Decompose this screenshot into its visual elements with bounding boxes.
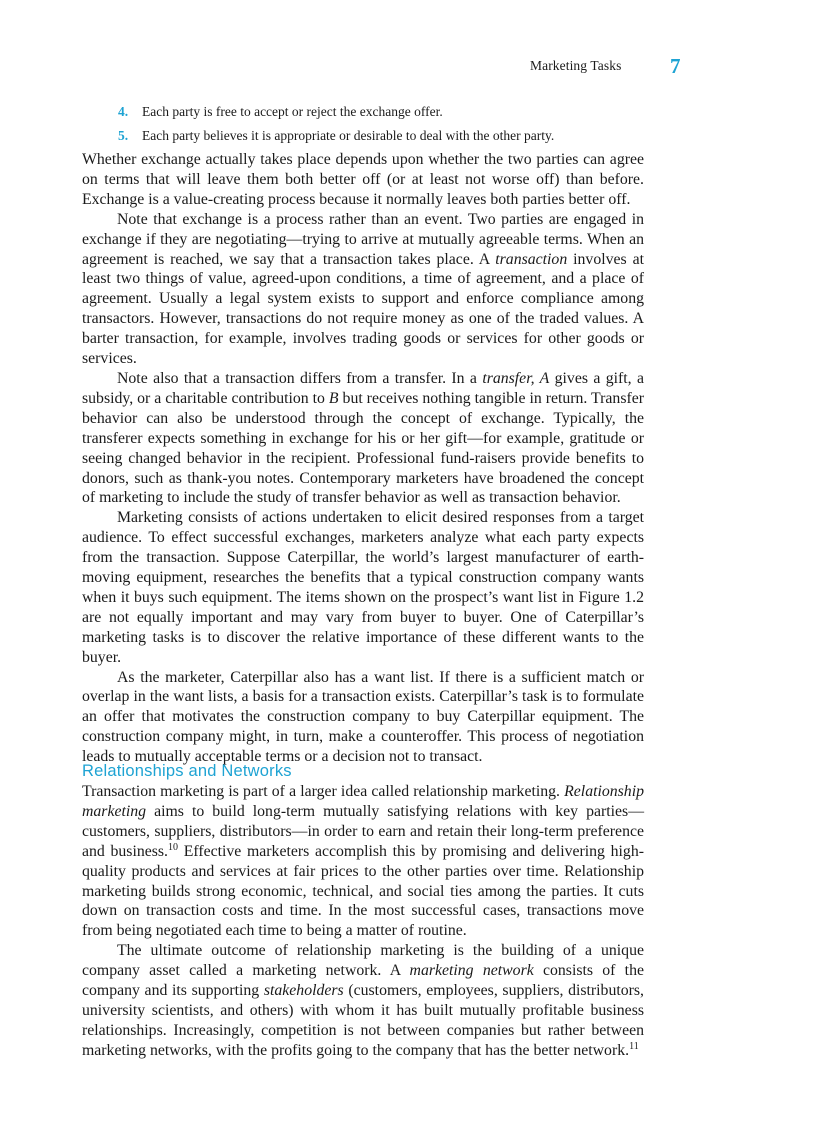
list-item: [118, 124, 658, 148]
paragraph-text: (customers, employees, suppliers, distributors, university scientists, and others) with whom it has built mutually profitable business relationships. Increasingly, competition is not between companies but rather between marketing networks, with the profits going to the company that has the better network.: [82, 982, 644, 1059]
defined-term: Relationship marketing: [82, 783, 644, 820]
running-head-title: Marketing Tasks: [530, 58, 622, 73]
italic-variable: B: [328, 389, 339, 407]
paragraph-text: gives a gift, a subsidy, or a charitable contribution to: [82, 369, 644, 407]
list-item-text: Each party believes it is appropriate or desirable to deal with the other party.: [142, 128, 555, 143]
defined-term: marketing network: [409, 962, 534, 980]
paragraph-text: Effective marketers accomplish this by promising and delivering high-quality products and services at fair prices to the other parties over time. Relationship marketing builds strong economic, technical, and social ties among the parties. It cuts down on transaction costs and time. In the most successful cases, transactions move from being negotiated each time to being a matter of routine.: [82, 842, 644, 940]
paragraph-text: consists of the company and its supporting: [82, 962, 644, 1000]
paragraph-text: Marketing consists of actions undertaken to elicit desired responses from a target audience. To effect successful exchanges, marketers analyze what each party expects from the transaction. Suppose Caterpillar, the world’s largest manufacturer of earth-moving equipment, researches the benefits that a typical construction company wants when it buys such equipment. The items shown on the prospect’s want list in Figure 1.2 are not equally important and may vary from buyer to buyer. One of Caterpillar’s marketing tasks is to discover the relative importance of these different wants to the buyer.: [82, 509, 644, 666]
defined-term: stakeholders: [263, 982, 344, 1000]
list-item-text: Each party is free to accept or reject the exchange offer.: [142, 104, 443, 119]
paragraph-text: Note also that a transaction differs from a transfer. In a: [117, 369, 483, 387]
page-number: 7: [670, 54, 681, 78]
paragraph: [82, 941, 644, 1060]
paragraph: [82, 150, 644, 210]
numbered-list: [118, 100, 658, 148]
paragraph-text: Note that exchange is a process rather than an event. Two parties are engaged in exchange if they are negotiating—trying to arrive at mutually agreeable terms. When an agreement is reached, we say that a transaction takes place. A: [82, 210, 644, 268]
paragraph-text: The ultimate outcome of relationship marketing is the building of a unique company asset called a marketing network. A: [82, 942, 644, 980]
paragraph-text: As the marketer, Caterpillar also has a want list. If there is a sufficient match or overlap in the want lists, a basis for a transaction exists. Caterpillar’s task is to formulate an offer that motivates the construction company to buy Caterpillar equipment. The construction company might, in turn, make a counteroffer. This process of negotiation leads to mutually acceptable terms or a decision not to transact.: [82, 668, 644, 766]
body-text-block: [82, 150, 644, 767]
footnote-reference: 11: [629, 1040, 639, 1052]
paragraph-text: but receives nothing tangible in return. Transfer behavior can also be understood through the concept of exchange. Typically, the transferer expects something in exchange for his or her gift—for example, gratitude or seeing changed behavior in the recipient. Professional fund-raisers provide benefits to donors, such as thank-you notes. Contemporary marketers have broadened the concept of marketing to include the study of transfer behavior as well as transaction behavior.: [82, 389, 645, 507]
defined-term: transfer, A: [482, 369, 550, 387]
list-item: [118, 100, 658, 124]
list-item-number: 5.: [118, 128, 129, 143]
paragraph-text: aims to build long-term mutually satisfying relations with key parties—customers, suppliers, distributors—in order to earn and retain their long-term preference and business.: [82, 802, 644, 860]
paragraph: [82, 782, 644, 941]
paragraph: [82, 508, 644, 667]
defined-term: transaction: [495, 250, 568, 268]
paragraph-text: Whether exchange actually takes place depends upon whether the two parties can agree on terms that will leave them both better off (or at least not worse off) than before. Exchange is a value-creating process because it normally leaves both parties better off.: [82, 151, 644, 208]
paragraph: [82, 668, 644, 768]
list-item-number: 4.: [118, 104, 129, 119]
paragraph: [82, 369, 644, 508]
paragraph: [82, 210, 644, 369]
paragraph-text: involves at least two things of value, agreed-upon conditions, a time of agreement, and a place of agreement. Usually a legal system exists to support and enforce compliance among transactors. However, transactions do not require money as one of the traded values. A barter transaction, for example, involves trading goods or services for other goods or services.: [82, 250, 644, 368]
paragraph-text: Transaction marketing is part of a larger idea called relationship marketing.: [82, 783, 565, 800]
body-text-block: [82, 782, 644, 1061]
footnote-reference: 10: [168, 841, 178, 853]
section-heading: Relationships and Networks: [82, 762, 292, 780]
